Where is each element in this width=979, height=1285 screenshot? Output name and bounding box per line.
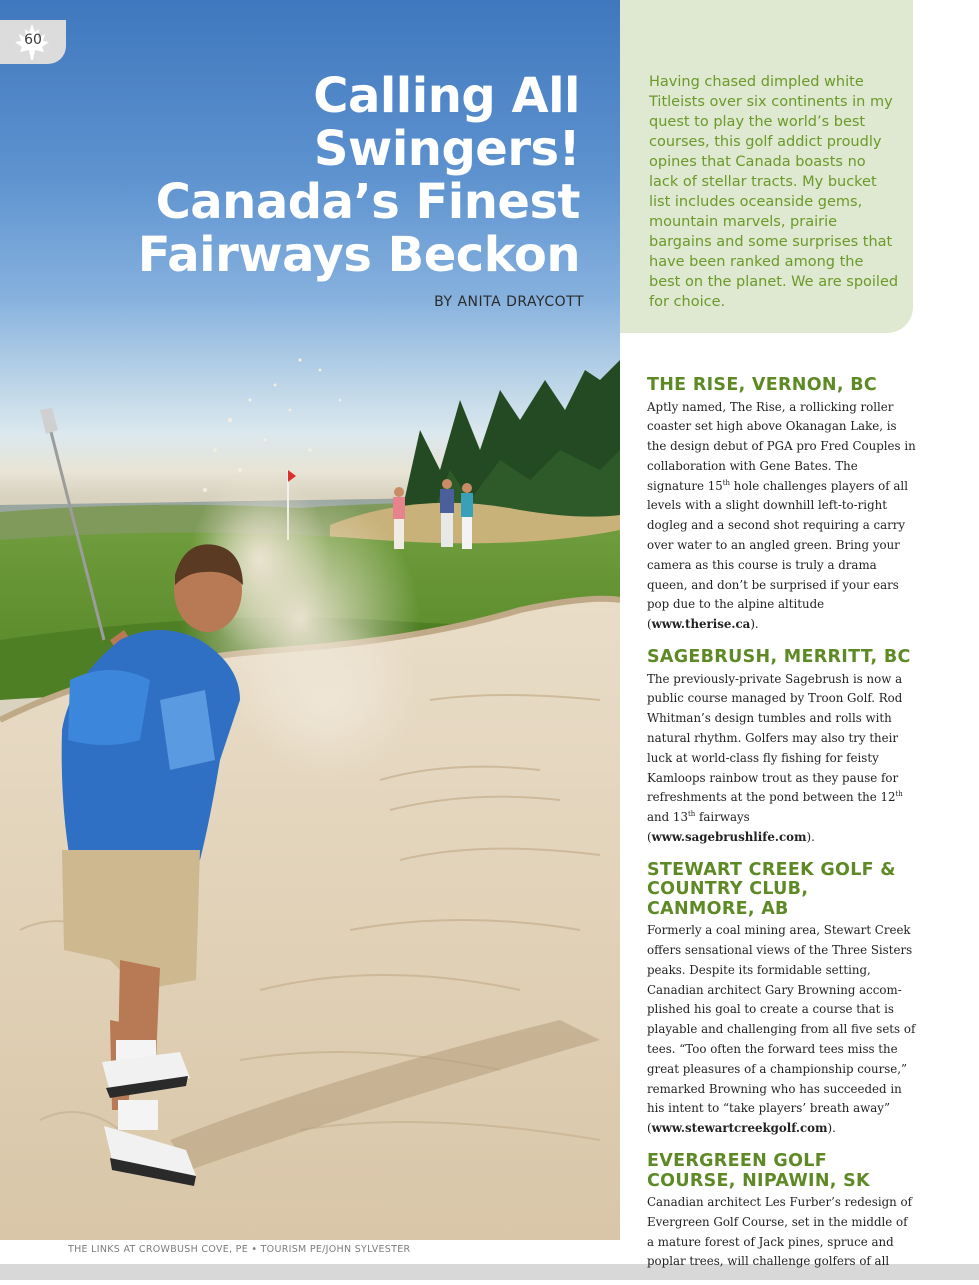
body-text: fairways ( <box>647 810 750 844</box>
section-body <box>647 398 917 636</box>
body-text: hole challenges players of all levels with a slight downhill left-to-right dogleg and a second shot requiring a carry over water to an angled green. Bring your camera as this course is truly a drama queen, and don’t be surprised if your ears pop due to the alpine altitude ( <box>647 478 908 632</box>
ordinal-suffix: th <box>895 790 903 799</box>
title-line: Fairways Beckon <box>137 227 580 283</box>
section-heading: THE RISE, VERNON, BC <box>647 375 877 395</box>
body-text: ). <box>827 1121 836 1136</box>
body-text: The previously-private Sagebrush is now a public course managed by Troon Golf. Rod Whitman’s design tumbles and rolls with natural rhythm. Golfers may also try their luck at world-class fly fishing for feisty Kamloops rainbow trout as they pause for refreshments at the pond between the 12 <box>647 671 903 805</box>
website-link[interactable]: www.stewartcreekgolf.com <box>651 1121 828 1136</box>
website-link[interactable]: www.therise.ca <box>651 617 751 632</box>
title-line: Swingers! <box>313 121 580 177</box>
byline: BY ANITA DRAYCOTT <box>434 294 584 310</box>
body-text: Canadian architect Les Furber’s redesign of Evergreen Golf Course, set in the middle of a mature forest of Jack pines, spruce and poplar trees, will challenge golfers of all <box>647 1195 912 1269</box>
body-text: ). <box>806 829 815 844</box>
body-text: Aptly named, The Rise, a rollicking roller coaster set high above Okanagan Lake, is the design debut of PGA pro Fred Couples in collaboration with Gene Bates. The signature 15 <box>647 399 916 493</box>
page-number-tab <box>0 20 66 64</box>
section-stewart-creek <box>647 861 917 1139</box>
website-link[interactable]: www.sagebrushlife.com <box>651 829 807 844</box>
ordinal-suffix: th <box>687 810 696 819</box>
section-body <box>647 921 917 1139</box>
intro-box <box>620 0 913 333</box>
section-body <box>647 670 917 848</box>
section-heading: SAGEBRUSH, MERRITT, BC <box>647 647 911 668</box>
title-line: Canada’s Finest <box>155 174 580 230</box>
article-title <box>40 70 580 282</box>
section-heading: EVERGREEN GOLF COURSE, NIPAWIN, SK <box>647 1151 870 1191</box>
photo-credit: THE LINKS AT CROWBUSH COVE, PE • TOURISM PE/JOHN SYLVESTER <box>68 1244 411 1255</box>
page-number: 60 <box>24 32 42 48</box>
ordinal-suffix: th <box>722 478 731 487</box>
section-sagebrush <box>647 648 917 848</box>
body-text: ). <box>750 617 759 632</box>
body-text: and 13 <box>647 810 688 825</box>
intro-text: Having chased dimpled white Titleists over six continents in my quest to play the world’s best courses, this golf addict proudly opines that Canada boasts no lack of stellar tracts. My bucket list includes oceanside gems, mountain marvels, prairie bargains and some surprises that have been ranked among the best on the planet. We are spoiled for choice. <box>649 74 899 310</box>
section-heading: STEWART CREEK GOLF & COUNTRY CLUB, CANMORE, AB <box>647 859 896 919</box>
section-body <box>647 1193 917 1272</box>
section-the-rise <box>647 376 917 635</box>
section-evergreen <box>647 1152 917 1272</box>
article-column <box>647 376 917 1285</box>
body-text: Formerly a coal mining area, Stewart Creek offers sensational views of the Three Sisters peaks. Despite its formidable setting, Canadian architect Gary Browning accomplished his goal to create a course that is playable and challenging from all five sets of tees. “Too often the forward tees miss the great pleasures of a championship course,” remarked Browning who has succeeded in his intent to “take players’ breath away” ( <box>647 923 916 1136</box>
title-line: Calling All <box>313 68 580 124</box>
